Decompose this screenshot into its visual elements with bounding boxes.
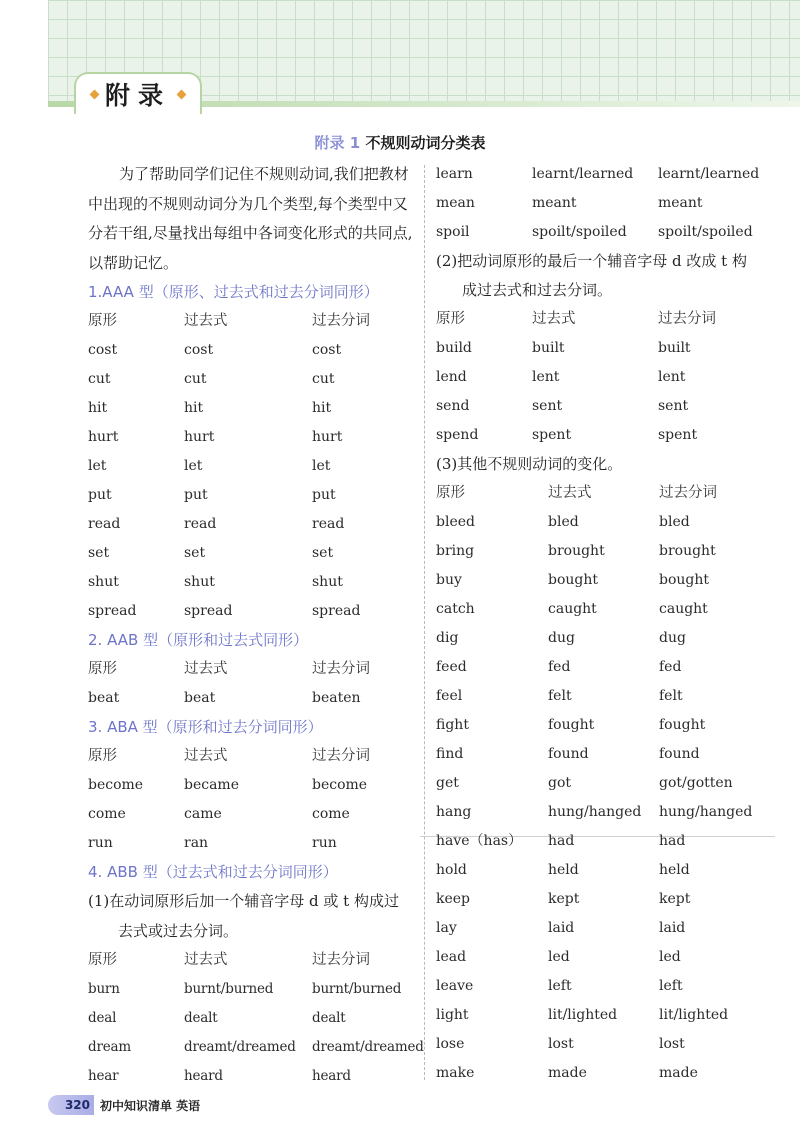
right-column [436, 160, 776, 1088]
base-form: dig [436, 630, 459, 646]
table-row [436, 943, 776, 972]
table-header: 原形 过去式 过去分词 [88, 748, 370, 764]
base-form: spread [88, 603, 137, 619]
past-participle: hit [312, 400, 332, 416]
past-tense: shut [184, 574, 215, 590]
past-participle: left [659, 978, 683, 994]
base-form: keep [436, 891, 471, 907]
past-participle: fought [659, 717, 706, 733]
base-form: cut [88, 371, 111, 387]
base-form: make [436, 1065, 475, 1081]
base-form: let [88, 458, 107, 474]
past-participle: hurt [312, 429, 343, 445]
base-form: build [436, 340, 472, 356]
table-row [88, 597, 418, 626]
past-tense: became [184, 777, 239, 793]
table-row [436, 392, 776, 421]
past-participle: shut [312, 574, 343, 590]
past-participle: bled [659, 514, 690, 530]
page-number: 320 [48, 1095, 94, 1115]
past-participle: burnt/burned [312, 981, 402, 997]
table-row [88, 365, 418, 394]
base-form: leave [436, 978, 474, 994]
aaa-heading: 1.AAA 型（原形、过去式和过去分词同形） [88, 283, 379, 301]
table-row [88, 829, 418, 858]
abb-sub1-line2: 去式或过去分词。 [118, 921, 239, 940]
past-tense: spoilt/spoiled [532, 224, 627, 240]
table-row [88, 394, 418, 423]
table-row [436, 914, 776, 943]
table-row [436, 624, 776, 653]
abb-sub3-table [436, 508, 776, 1088]
table-row [436, 334, 776, 363]
past-tense: hurt [184, 429, 215, 445]
past-participle: cut [312, 371, 335, 387]
past-participle: built [658, 340, 691, 356]
base-form: feel [436, 688, 463, 704]
past-tense: spread [184, 603, 233, 619]
past-participle: held [659, 862, 690, 878]
past-tense: hung/hanged [548, 804, 642, 820]
past-participle: hung/hanged [659, 804, 753, 820]
past-participle: become [312, 777, 368, 793]
past-participle: come [312, 806, 350, 822]
past-tense: bought [548, 572, 599, 588]
past-participle: bought [659, 572, 710, 588]
past-tense: cut [184, 371, 207, 387]
table-row [88, 423, 418, 452]
book-title: 初中知识清单 英语 [100, 1098, 201, 1113]
past-tense: dreamt/dreamed [184, 1039, 296, 1055]
past-tense: laid [548, 920, 575, 936]
past-tense: came [184, 806, 222, 822]
table-row [436, 972, 776, 1001]
past-participle: set [312, 545, 334, 561]
past-participle: caught [659, 601, 708, 617]
base-form: spend [436, 427, 479, 443]
table-row [88, 481, 418, 510]
table-row [88, 684, 418, 713]
past-participle: sent [658, 398, 689, 414]
table-row [436, 827, 776, 856]
past-tense: let [184, 458, 203, 474]
base-form: cost [88, 342, 118, 358]
table-row [88, 336, 418, 365]
past-participle: lost [659, 1036, 685, 1052]
base-form: bring [436, 543, 475, 559]
table-header: 原形 过去式 过去分词 [88, 313, 370, 329]
table-row [436, 421, 776, 450]
table-row [436, 160, 776, 189]
past-participle: spent [658, 427, 698, 443]
table-row [88, 452, 418, 481]
aba-heading: 3. ABA 型（原形和过去分词同形） [88, 718, 323, 736]
abb-heading: 4. ABB 型（过去式和过去分词同形） [88, 863, 338, 881]
abb-sub1-table-left [88, 975, 424, 1091]
past-participle: dreamt/dreamed [312, 1039, 424, 1055]
base-form: fight [436, 717, 469, 733]
page-footer [48, 1094, 200, 1116]
table-row [436, 189, 776, 218]
past-tense: burnt/burned [184, 981, 274, 997]
abb-sub3-group [436, 479, 776, 1088]
past-tense: made [548, 1065, 587, 1081]
base-form: hear [88, 1068, 119, 1084]
past-participle: led [659, 949, 681, 965]
past-tense: ran [184, 835, 209, 851]
base-form: read [88, 516, 121, 532]
base-form: have（has） [436, 833, 523, 849]
abb-sub2-table [436, 334, 776, 450]
diamond-icon [90, 89, 100, 99]
past-tense: heard [184, 1068, 223, 1084]
base-form: hold [436, 862, 467, 878]
table-row [88, 1062, 418, 1091]
abb-sub2-line2: 成过去式和过去分词。 [462, 281, 613, 299]
table-row [88, 1033, 424, 1062]
base-form: shut [88, 574, 119, 590]
table-row [88, 539, 418, 568]
table-row [88, 975, 418, 1004]
past-tense: sent [532, 398, 563, 414]
base-form: deal [88, 1010, 117, 1026]
past-participle: lent [658, 369, 686, 385]
column-divider [424, 165, 425, 1080]
past-participle: fed [659, 659, 682, 675]
past-participle: spread [312, 603, 361, 619]
table-row [436, 740, 776, 769]
past-participle: got/gotten [659, 775, 733, 791]
base-form: lead [436, 949, 467, 965]
past-tense: lost [548, 1036, 574, 1052]
past-participle: laid [659, 920, 686, 936]
past-participle: spoilt/spoiled [658, 224, 753, 240]
past-tense: bled [548, 514, 579, 530]
section-prefix: 附录 1 [314, 134, 361, 152]
base-form: come [88, 806, 126, 822]
table-row [436, 508, 776, 537]
table-header: 原形 过去式 过去分词 [88, 661, 370, 677]
table-row [436, 566, 776, 595]
base-form: run [88, 835, 113, 851]
past-tense: put [184, 487, 208, 503]
past-tense: held [548, 862, 579, 878]
base-form: spoil [436, 224, 470, 240]
table-row [436, 798, 776, 827]
section-title [0, 132, 800, 153]
past-participle: meant [658, 195, 703, 211]
past-participle: run [312, 835, 337, 851]
table-row [436, 1001, 776, 1030]
base-form: set [88, 545, 110, 561]
base-form: lend [436, 369, 467, 385]
past-participle: had [659, 833, 686, 849]
appendix-title: 附录 [104, 81, 171, 110]
table-row [88, 510, 418, 539]
past-tense: fed [548, 659, 571, 675]
aab-table [88, 684, 418, 713]
abb-sub2-line1: (2)把动词原形的最后一个辅音字母 d 改成 t 构 [436, 252, 747, 270]
past-tense: had [548, 833, 575, 849]
base-form: mean [436, 195, 475, 211]
base-form: buy [436, 572, 462, 588]
past-tense: led [548, 949, 570, 965]
diamond-icon [177, 89, 187, 99]
base-form: catch [436, 601, 475, 617]
table-header: 原形 过去式 过去分词 [436, 311, 716, 327]
abb-sub1-line1: (1)在动词原形后加一个辅音字母 d 或 t 构成过 [88, 892, 399, 910]
section-name: 不规则动词分类表 [365, 134, 486, 152]
past-participle: read [312, 516, 345, 532]
past-tense: got [548, 775, 572, 791]
past-participle: made [659, 1065, 698, 1081]
past-tense: dug [548, 630, 575, 646]
past-tense: found [548, 746, 589, 762]
abb-sub3-text: (3)其他不规则动词的变化。 [436, 455, 623, 473]
table-row [436, 682, 776, 711]
base-form: beat [88, 690, 120, 706]
base-form: learn [436, 166, 473, 182]
table-row [436, 595, 776, 624]
table-row [436, 537, 776, 566]
table-row [436, 653, 776, 682]
past-tense: built [532, 340, 565, 356]
past-tense: read [184, 516, 217, 532]
aba-table [88, 771, 418, 858]
table-row [436, 218, 776, 247]
past-tense: dealt [184, 1010, 218, 1026]
base-form: light [436, 1007, 469, 1023]
table-row [436, 856, 776, 885]
past-participle: beaten [312, 690, 361, 706]
table-row [436, 885, 776, 914]
past-participle: lit/lighted [659, 1007, 729, 1023]
past-participle: found [659, 746, 700, 762]
past-tense: lent [532, 369, 560, 385]
table-row [436, 1059, 776, 1088]
table-row [436, 363, 776, 392]
past-tense: meant [532, 195, 577, 211]
past-participle: felt [659, 688, 683, 704]
past-participle: cost [312, 342, 342, 358]
base-form: burn [88, 981, 120, 997]
table-row [436, 1030, 776, 1059]
base-form: hang [436, 804, 472, 820]
table-row [88, 568, 418, 597]
past-participle: put [312, 487, 336, 503]
past-tense: lit/lighted [548, 1007, 618, 1023]
past-tense: cost [184, 342, 214, 358]
table-row [88, 1004, 418, 1033]
intro-paragraph: 为了帮助同学们记住不规则动词,我们把教材中出现的不规则动词分为几个类型,每个类型中又分若干组,尽量找出每组中各词变化形式的共同点,以帮助记忆。 [88, 165, 413, 272]
past-participle: brought [659, 543, 716, 559]
past-tense: set [184, 545, 206, 561]
base-form: bleed [436, 514, 475, 530]
past-participle: kept [659, 891, 691, 907]
abb-sub1-table-right [436, 160, 776, 247]
past-tense: kept [548, 891, 580, 907]
past-tense: spent [532, 427, 572, 443]
past-tense: felt [548, 688, 572, 704]
appendix-tab [74, 72, 202, 114]
base-form: find [436, 746, 464, 762]
base-form: lay [436, 920, 457, 936]
past-participle: let [312, 458, 331, 474]
past-tense: left [548, 978, 572, 994]
base-form: feed [436, 659, 467, 675]
past-participle: heard [312, 1068, 351, 1084]
past-participle: dealt [312, 1010, 346, 1026]
aab-heading: 2. AAB 型（原形和过去式同形） [88, 631, 309, 649]
base-form: get [436, 775, 459, 791]
past-tense: fought [548, 717, 595, 733]
aaa-table [88, 336, 418, 626]
table-header: 原形 过去式 过去分词 [436, 485, 717, 501]
base-form: send [436, 398, 470, 414]
table-row [88, 800, 418, 829]
table-row [436, 769, 776, 798]
base-form: become [88, 777, 144, 793]
past-tense: beat [184, 690, 216, 706]
left-column [88, 160, 424, 1091]
past-tense: brought [548, 543, 605, 559]
base-form: put [88, 487, 112, 503]
base-form: lose [436, 1036, 465, 1052]
base-form: hit [88, 400, 108, 416]
past-participle: dug [659, 630, 686, 646]
table-header: 原形 过去式 过去分词 [88, 952, 370, 968]
table-row [436, 711, 776, 740]
past-participle: learnt/learned [658, 166, 760, 182]
past-tense: hit [184, 400, 204, 416]
base-form: dream [88, 1039, 131, 1055]
past-tense: caught [548, 601, 597, 617]
past-tense: learnt/learned [532, 166, 634, 182]
base-form: hurt [88, 429, 119, 445]
table-row [88, 771, 418, 800]
